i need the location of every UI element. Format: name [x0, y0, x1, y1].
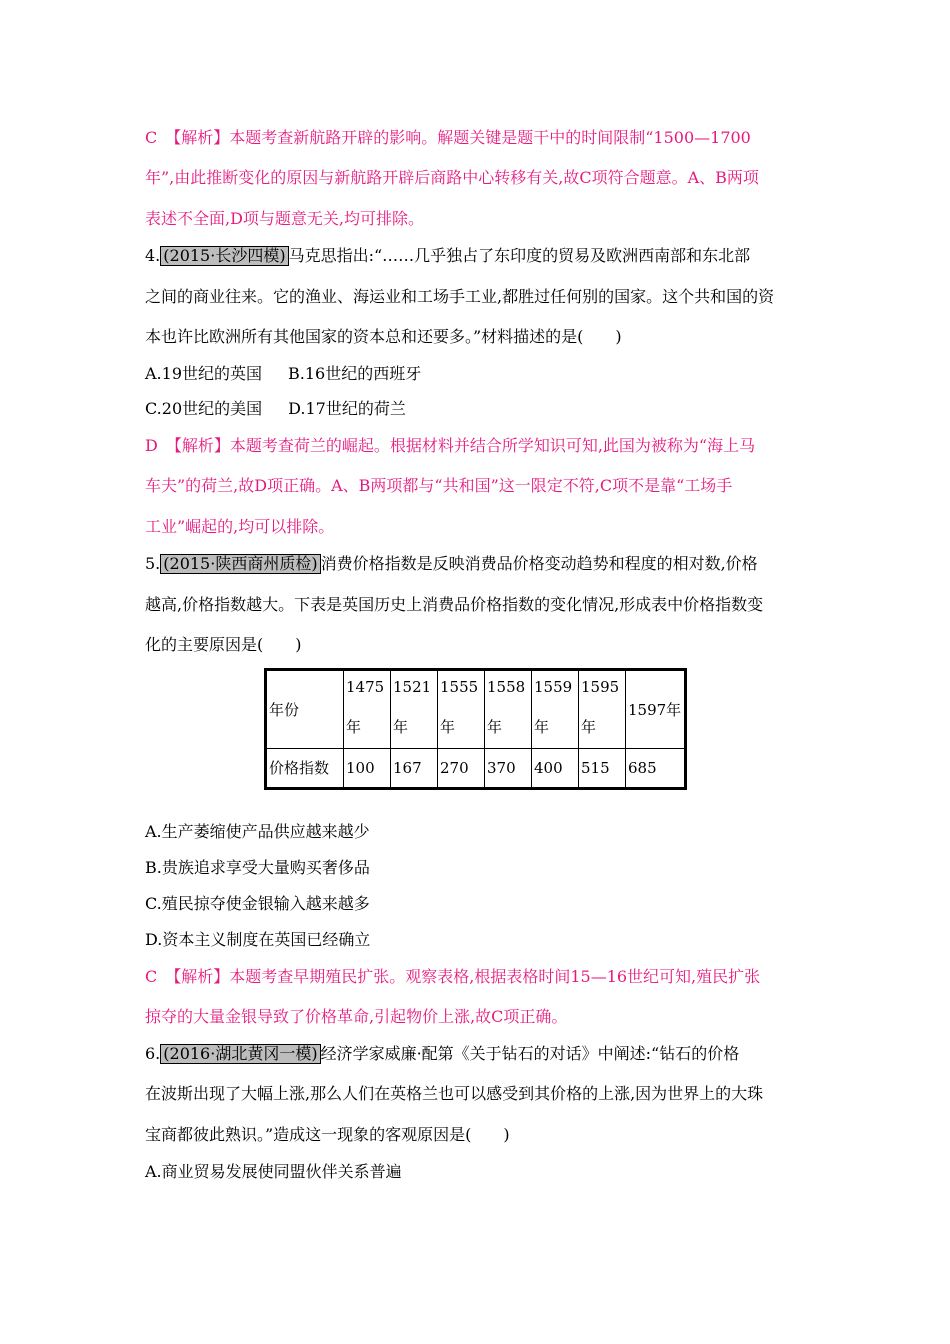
- q4-stem-text: 马克思指出:“……几乎独占了东印度的贸易及欧洲西南部和东北部: [288, 246, 751, 265]
- table-row-values: [266, 749, 686, 789]
- table-row-years: [266, 670, 686, 749]
- price-index-table: [264, 668, 687, 790]
- q3-answer-line3: 表述不全面,D项与题意无关,均可排除。: [145, 209, 425, 228]
- q4-options-row1: [145, 364, 421, 384]
- q5-stem-line2: 越高,价格指数越大。下表是英国历史上消费品价格指数的变化情况,形成表中价格指数变: [145, 595, 764, 614]
- q4-option-c: C.20世纪的美国: [145, 399, 263, 418]
- q4-stem-line3: 本也许比欧洲所有其他国家的资本总和还要多。”材料描述的是( ): [145, 327, 622, 346]
- q5-stem-text: 消费价格指数是反映消费品价格变动趋势和程度的相对数,价格: [320, 554, 758, 573]
- q4-options-row2: [145, 399, 406, 419]
- q4-stem-line1: [145, 246, 750, 266]
- q4-answer-line2: 车夫”的荷兰,故D项正确。A、B两项都与“共和国”这一限定不符,C项不是靠“工场手: [145, 476, 733, 495]
- table-year-cell-last: 1597年: [626, 670, 686, 749]
- q6-stem-line3: 宝商都彼此熟识。”造成这一现象的客观原因是( ): [145, 1125, 510, 1144]
- q6-number: 6.: [145, 1044, 161, 1063]
- q5-option-c: C.殖民掠夺使金银输入越来越多: [145, 894, 370, 913]
- q6-source-tag: (2016·湖北黄冈一模): [160, 1044, 320, 1064]
- table-value-cell: 370: [485, 749, 532, 789]
- q5-option-b: B.贵族追求享受大量购买奢侈品: [145, 858, 370, 877]
- q4-source-tag: (2015·长沙四模): [160, 246, 288, 266]
- q5-stem-line1: [145, 554, 758, 574]
- q4-answer-line3: 工业”崛起的,均可以排除。: [145, 517, 335, 536]
- q4-option-b: B.16世纪的西班牙: [288, 364, 422, 383]
- table-value-cell: 167: [391, 749, 438, 789]
- table-header-index: 价格指数: [266, 749, 344, 789]
- table-year-cell: 1521 年: [391, 670, 438, 749]
- q5-answer-line2: 掠夺的大量金银导致了价格革命,引起物价上涨,故C项正确。: [145, 1007, 568, 1026]
- table-header-year: 年份: [266, 670, 344, 749]
- q5-stem-line3: 化的主要原因是( ): [145, 635, 302, 654]
- q4-option-a: A.19世纪的英国: [145, 364, 263, 383]
- q4-number: 4.: [145, 246, 161, 265]
- table-value-cell: 100: [344, 749, 391, 789]
- q5-source-tag: (2015·陕西商州质检): [160, 554, 320, 574]
- q5-option-a: A.生产萎缩使产品供应越来越少: [145, 822, 370, 841]
- q6-stem-text: 经济学家威廉·配第《关于钻石的对话》中阐述:“钻石的价格: [320, 1044, 740, 1063]
- q3-answer-line2: 年”,由此推断变化的原因与新航路开辟后商路中心转移有关,故C项符合题意。A、B两项: [145, 168, 759, 187]
- table-value-cell: 515: [579, 749, 626, 789]
- q5-option-d: D.资本主义制度在英国已经确立: [145, 930, 371, 949]
- q4-answer-line1: D 【解析】本题考查荷兰的崛起。根据材料并结合所学知识可知,此国为被称为“海上马: [145, 436, 756, 455]
- q5-number: 5.: [145, 554, 161, 573]
- table-value-cell: 270: [438, 749, 485, 789]
- q6-option-a: A.商业贸易发展使同盟伙伴关系普遍: [145, 1162, 402, 1181]
- q5-answer-line1: C 【解析】本题考查早期殖民扩张。观察表格,根据表格时间15—16世纪可知,殖民扩张: [145, 967, 761, 986]
- q6-stem-line2: 在波斯出现了大幅上涨,那么人们在英格兰也可以感受到其价格的上涨,因为世界上的大珠: [145, 1084, 764, 1103]
- table-year-cell: 1595 年: [579, 670, 626, 749]
- table-value-cell: 685: [626, 749, 686, 789]
- table-year-cell: 1559 年: [532, 670, 579, 749]
- table-year-cell: 1555 年: [438, 670, 485, 749]
- q6-stem-line1: [145, 1044, 739, 1064]
- q3-answer-line1: C 【解析】本题考查新航路开辟的影响。解题关键是题干中的时间限制“1500—1700: [145, 128, 751, 147]
- table-year-cell: 1475 年: [344, 670, 391, 749]
- table-value-cell: 400: [532, 749, 579, 789]
- table-year-cell: 1558 年: [485, 670, 532, 749]
- q4-option-d: D.17世纪的荷兰: [288, 399, 406, 418]
- q4-stem-line2: 之间的商业往来。它的渔业、海运业和工场手工业,都胜过任何别的国家。这个共和国的资: [145, 287, 775, 306]
